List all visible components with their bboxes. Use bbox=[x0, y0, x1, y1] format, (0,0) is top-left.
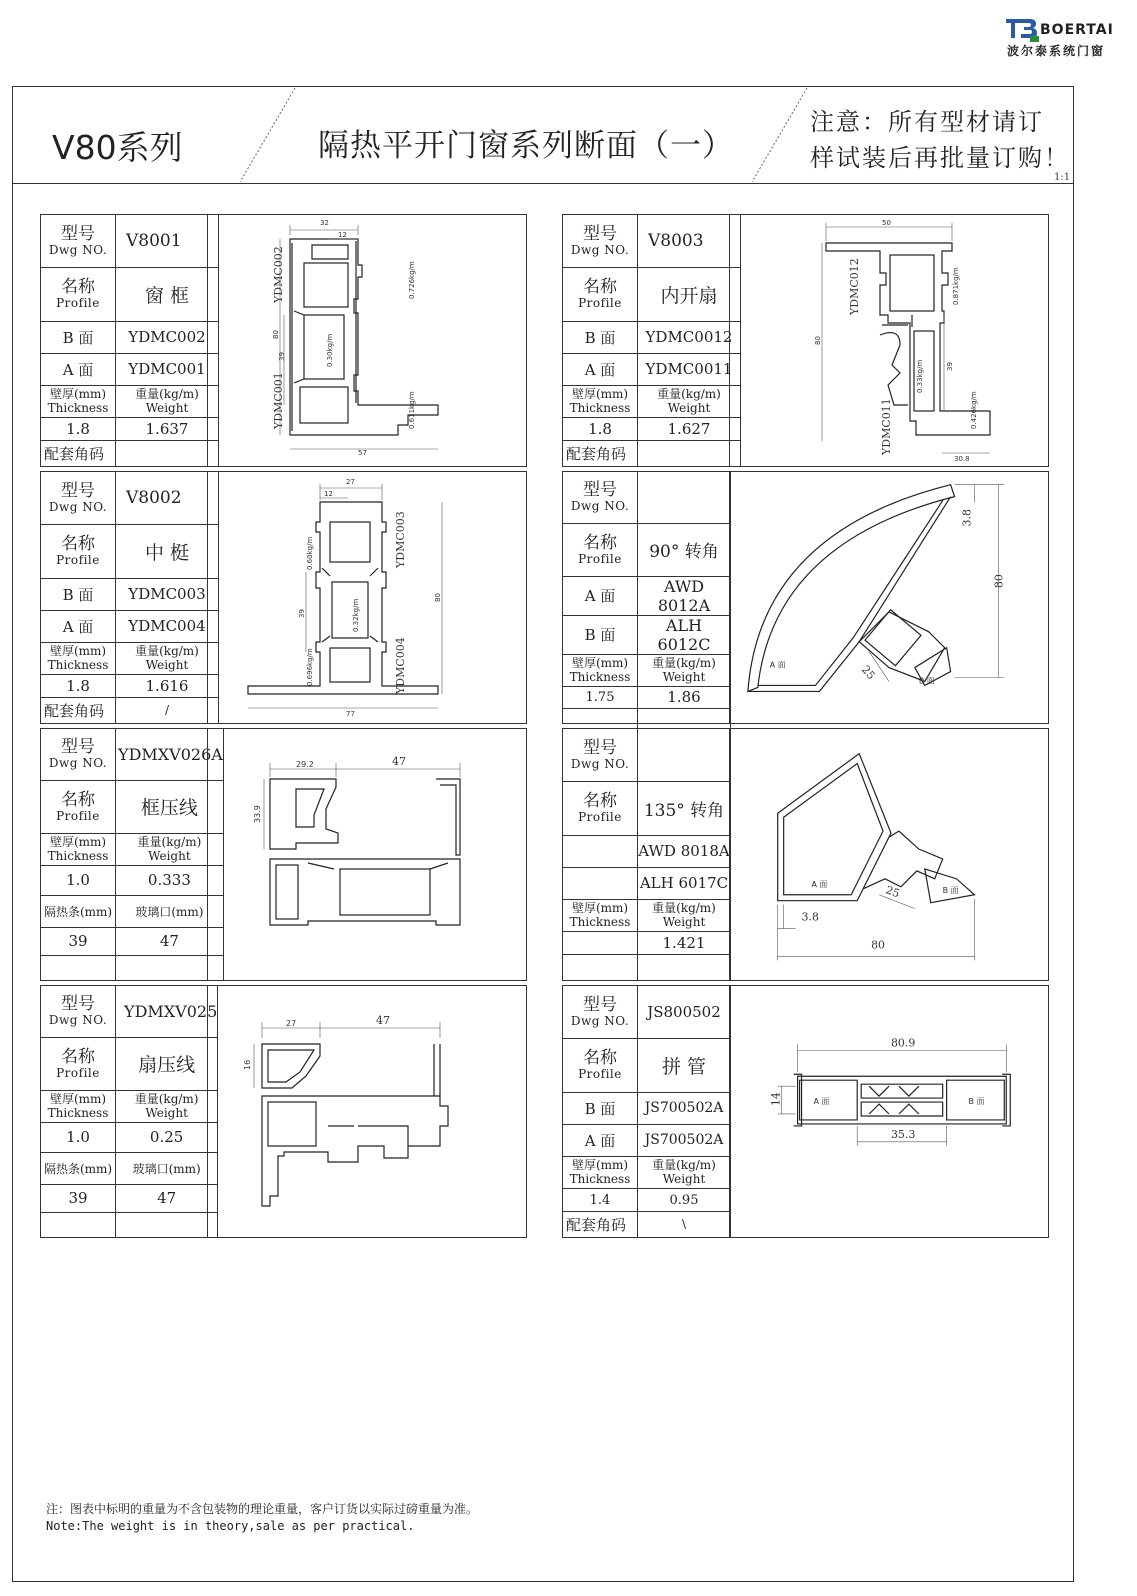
thickness-label-en: Thickness bbox=[569, 915, 631, 930]
profile-value: 框压线 bbox=[116, 780, 224, 833]
weight-label: 重量(kg/m) bbox=[134, 1092, 199, 1106]
a-face-label: A 面 bbox=[563, 576, 638, 615]
weight-label: 重量(kg/m) bbox=[652, 656, 716, 670]
spec-table bbox=[41, 729, 224, 980]
brand-logo-icon bbox=[1004, 16, 1040, 44]
cross-section-diagram bbox=[208, 729, 528, 980]
weight-label-en: Weight bbox=[145, 401, 189, 416]
weight-tag-middle: 0.32kg/m bbox=[352, 598, 360, 632]
header-divider bbox=[12, 183, 1074, 184]
profile-label-en: Profile bbox=[578, 296, 622, 311]
spec-table bbox=[563, 472, 731, 733]
dwg-label-en: Dwg NO. bbox=[48, 242, 108, 257]
code-tag-upper: YDMC003 bbox=[394, 511, 407, 568]
weight-label: 重量(kg/m) bbox=[652, 1158, 716, 1173]
dim-height-39: 39 bbox=[298, 609, 306, 618]
code-tag-upper: YDMC012 bbox=[848, 258, 861, 315]
b-face-label: B 面 bbox=[41, 579, 116, 611]
thickness-label-en: Thickness bbox=[569, 401, 631, 416]
dim-width-27: 27 bbox=[286, 1019, 297, 1028]
dwg-label-en: Dwg NO. bbox=[48, 499, 108, 514]
corner-value: / bbox=[116, 697, 219, 723]
dwg-label: 型号 bbox=[61, 223, 95, 244]
weight-label: 重量(kg/m) bbox=[135, 387, 199, 402]
weight-tag-lower: 0.426kg/m bbox=[970, 391, 978, 429]
order-notice-line1: 注意：所有型材请订 bbox=[810, 108, 1044, 136]
spec-table bbox=[41, 472, 219, 723]
code-value-b: ALH 6017C bbox=[638, 867, 731, 899]
strip-label: 隔热条(mm) bbox=[41, 1152, 116, 1184]
dim-width-77: 77 bbox=[346, 710, 355, 718]
weight-label-en: Weight bbox=[145, 1106, 188, 1120]
profile-label: 名称 bbox=[61, 277, 95, 298]
profile-label: 名称 bbox=[61, 534, 95, 555]
code-tag-lower: YDMC001 bbox=[272, 372, 285, 429]
profile-drawing-ydmxv026a bbox=[207, 729, 528, 980]
cross-section-diagram bbox=[730, 472, 1048, 723]
weight-value: 1.637 bbox=[116, 418, 219, 441]
profile-card-v8002 bbox=[40, 471, 527, 724]
thickness-value: 1.8 bbox=[41, 675, 116, 698]
dwg-label: 型号 bbox=[61, 480, 95, 501]
dim-width-57: 57 bbox=[358, 449, 367, 457]
dwg-label: 型号 bbox=[583, 737, 617, 758]
profile-label-en: Profile bbox=[56, 808, 100, 823]
weight-tag-upper: 0.60kg/m bbox=[306, 536, 314, 570]
brand-name-en: BOERTAI bbox=[1040, 22, 1114, 38]
profile-label: 名称 bbox=[61, 789, 95, 810]
weight-tag-middle: 0.33kg/m bbox=[916, 359, 924, 393]
weight-label: 重量(kg/m) bbox=[657, 387, 721, 402]
face-a-tag: A 面 bbox=[813, 1097, 830, 1107]
dim-width-50: 50 bbox=[882, 219, 891, 227]
weight-value: 1.421 bbox=[638, 932, 731, 955]
dim-width-12: 12 bbox=[324, 490, 333, 498]
corner-label: 配套角码 bbox=[41, 697, 116, 723]
dwg-label: 型号 bbox=[61, 737, 95, 758]
dim-width-29: 29.2 bbox=[296, 760, 314, 769]
dim-height-39: 39 bbox=[946, 362, 954, 371]
profile-card-v8003 bbox=[562, 214, 1049, 467]
thickness-label-en: Thickness bbox=[569, 1172, 631, 1187]
dim-80: 80 bbox=[992, 574, 1006, 589]
dim-25: 25 bbox=[883, 883, 902, 901]
spec-table bbox=[41, 215, 219, 466]
thickness-value: 1.75 bbox=[563, 686, 638, 708]
dim-width-12: 12 bbox=[338, 231, 347, 239]
cross-section-diagram bbox=[730, 986, 1048, 1237]
spec-table bbox=[41, 986, 218, 1237]
a-face-value: YDMC001 bbox=[116, 353, 219, 385]
dwg-label-en: Dwg NO. bbox=[570, 756, 630, 771]
b-face-label: B 面 bbox=[563, 615, 638, 654]
dim-height-14: 14 bbox=[769, 1092, 783, 1107]
profile-value: 135° 转角 bbox=[638, 781, 731, 835]
profile-label-en: Profile bbox=[578, 551, 622, 566]
dim-80: 80 bbox=[871, 938, 886, 952]
dim-width-80: 80.9 bbox=[890, 1036, 916, 1050]
weight-label-en: Weight bbox=[662, 915, 706, 930]
profile-label-en: Profile bbox=[56, 1065, 100, 1080]
thickness-value: 1.0 bbox=[41, 865, 116, 895]
drawing-scale: 1:1 bbox=[1054, 172, 1071, 183]
face-b-tag: B 面 bbox=[918, 676, 935, 686]
dwg-label-en: Dwg NO. bbox=[570, 242, 630, 257]
header-diagonal-left bbox=[240, 88, 300, 184]
weight-label: 重量(kg/m) bbox=[137, 835, 202, 849]
cross-section-diagram bbox=[208, 215, 528, 466]
thickness-label: 壁厚(mm) bbox=[571, 656, 629, 670]
profile-label: 名称 bbox=[583, 1048, 617, 1069]
dim-height-80: 80 bbox=[272, 330, 280, 339]
a-face-value: YDMC004 bbox=[116, 610, 219, 642]
profile-drawing-corner-135 bbox=[729, 729, 1048, 980]
weight-value: 1.86 bbox=[638, 686, 731, 708]
weight-label-en: Weight bbox=[145, 658, 189, 673]
dwg-label-en: Dwg NO. bbox=[570, 1013, 630, 1028]
weight-value: 1.627 bbox=[638, 418, 741, 441]
thickness-value: 1.4 bbox=[563, 1189, 638, 1212]
dim-width-32: 32 bbox=[320, 219, 329, 227]
dwg-value: YDMXV025 bbox=[116, 986, 218, 1037]
profile-label-en: Profile bbox=[56, 296, 100, 311]
corner-value bbox=[116, 440, 219, 466]
corner-label: 配套角码 bbox=[563, 440, 638, 466]
dim-width-35: 35.3 bbox=[890, 1127, 916, 1141]
thickness-label: 壁厚(mm) bbox=[49, 644, 107, 659]
weight-value: 0.95 bbox=[638, 1189, 731, 1212]
profile-drawing-ydmxv025 bbox=[207, 986, 528, 1237]
weight-label-en: Weight bbox=[662, 1172, 706, 1187]
weight-tag-middle: 0.30kg/m bbox=[326, 333, 334, 367]
thickness-label-en: Thickness bbox=[47, 658, 109, 673]
dim-width-47: 47 bbox=[376, 1014, 390, 1027]
glass-label: 玻璃口(mm) bbox=[116, 1152, 218, 1184]
dwg-value: V8003 bbox=[638, 215, 741, 267]
a-face-value: AWD 8012A bbox=[638, 576, 731, 615]
thickness-label: 壁厚(mm) bbox=[49, 387, 107, 402]
spec-table bbox=[563, 215, 741, 466]
weight-label: 重量(kg/m) bbox=[652, 901, 716, 916]
b-face-value: YDMC002 bbox=[116, 322, 219, 354]
profile-value: 拼 管 bbox=[638, 1038, 731, 1092]
weight-value: 0.25 bbox=[116, 1122, 218, 1152]
weight-label: 重量(kg/m) bbox=[135, 644, 199, 659]
order-notice bbox=[810, 104, 1070, 176]
cross-section-diagram bbox=[208, 472, 528, 723]
weight-label-en: Weight bbox=[662, 670, 706, 684]
dim-width-27: 27 bbox=[346, 478, 355, 486]
weight-value: 0.333 bbox=[116, 865, 224, 895]
face-a-tag: A 面 bbox=[769, 660, 786, 670]
thickness-label: 壁厚(mm) bbox=[49, 835, 107, 849]
weight-tag-lower: 0.611kg/m bbox=[408, 391, 416, 429]
header-diagonal-right bbox=[752, 88, 812, 184]
series-title: V80系列 bbox=[52, 128, 183, 167]
weight-value: 1.616 bbox=[116, 675, 219, 698]
profile-value: 中 梃 bbox=[116, 524, 219, 578]
dim-3-8: 3.8 bbox=[801, 910, 819, 924]
dwg-label: 型号 bbox=[583, 480, 617, 501]
dwg-value bbox=[638, 729, 731, 781]
face-b-tag: B 面 bbox=[942, 885, 959, 895]
profile-card-ydmxv025 bbox=[40, 985, 527, 1238]
thickness-label: 壁厚(mm) bbox=[571, 387, 629, 402]
code-tag-lower: YDMC011 bbox=[880, 398, 893, 455]
cross-section-diagram bbox=[208, 986, 528, 1237]
code-value-a: AWD 8018A bbox=[638, 836, 731, 868]
profile-label-en: Profile bbox=[578, 1067, 622, 1082]
brand-name-cn: 波尔泰系统门窗 bbox=[1007, 44, 1106, 58]
dwg-value: V8002 bbox=[116, 472, 219, 524]
dim-height-80: 80 bbox=[434, 593, 442, 602]
strip-value: 39 bbox=[41, 927, 116, 955]
dwg-value: JS800502 bbox=[638, 986, 731, 1038]
a-face-label: A 面 bbox=[41, 353, 116, 385]
strip-value: 39 bbox=[41, 1184, 116, 1212]
b-face-value: ALH 6012C bbox=[638, 615, 731, 654]
profile-drawing-v8001 bbox=[207, 215, 528, 466]
profile-value: 内开扇 bbox=[638, 267, 741, 321]
dim-height-80: 80 bbox=[814, 336, 822, 345]
cross-section-diagram bbox=[730, 729, 1048, 980]
corner-value: \ bbox=[638, 1211, 731, 1237]
dim-width-47: 47 bbox=[392, 755, 406, 768]
thickness-value: 1.8 bbox=[41, 418, 116, 441]
glass-value: 47 bbox=[116, 927, 224, 955]
glass-value: 47 bbox=[116, 1184, 218, 1212]
weight-label-en: Weight bbox=[667, 401, 711, 416]
profile-drawing-corner-90 bbox=[729, 472, 1048, 723]
thickness-value bbox=[563, 932, 638, 955]
profile-label: 名称 bbox=[583, 277, 617, 298]
footer-note-en: Note:The weight is in theory,sale as per practical. bbox=[46, 1519, 415, 1533]
profile-card-corner-90 bbox=[562, 471, 1049, 724]
weight-tag-upper: 0.726kg/m bbox=[408, 261, 416, 299]
profile-drawing-v8003 bbox=[729, 215, 1050, 466]
thickness-label-en: Thickness bbox=[47, 401, 109, 416]
b-face-label: B 面 bbox=[563, 1093, 638, 1125]
a-face-label: A 面 bbox=[41, 610, 116, 642]
weight-label-en: Weight bbox=[148, 849, 191, 863]
profile-card-corner-135 bbox=[562, 728, 1049, 981]
glass-label: 玻璃口(mm) bbox=[116, 895, 224, 927]
thickness-label-en: Thickness bbox=[47, 849, 109, 863]
footer-note-cn: 注：图表中标明的重量为不含包装物的理论重量，客户订货以实际过磅重量为准。 bbox=[46, 1502, 479, 1516]
thickness-label-en: Thickness bbox=[47, 1106, 109, 1120]
strip-label: 隔热条(mm) bbox=[41, 895, 116, 927]
face-a-tag: A 面 bbox=[811, 879, 828, 889]
dwg-value bbox=[638, 472, 731, 523]
dwg-value: V8001 bbox=[116, 215, 219, 267]
dim-height-16: 16 bbox=[243, 1059, 252, 1070]
profile-drawing-js800502 bbox=[729, 986, 1048, 1237]
profile-label: 名称 bbox=[61, 1046, 95, 1067]
a-face-label: A 面 bbox=[563, 1124, 638, 1156]
profile-label: 名称 bbox=[583, 791, 617, 812]
b-face-label: B 面 bbox=[563, 322, 638, 354]
thickness-label: 壁厚(mm) bbox=[49, 1092, 107, 1106]
dim-width-30: 30.8 bbox=[954, 455, 970, 463]
profile-drawing-v8002 bbox=[207, 472, 528, 723]
dwg-label-en: Dwg NO. bbox=[570, 499, 630, 514]
a-face-value: YDMC0011 bbox=[638, 353, 741, 385]
corner-value bbox=[638, 440, 741, 466]
profile-label-en: Profile bbox=[56, 553, 100, 568]
profile-value: 扇压线 bbox=[116, 1037, 218, 1090]
a-face-label: A 面 bbox=[563, 353, 638, 385]
code-tag-upper: YDMC002 bbox=[272, 246, 285, 303]
dwg-label: 型号 bbox=[61, 994, 95, 1015]
dim-25: 25 bbox=[858, 663, 878, 683]
dwg-label: 型号 bbox=[583, 223, 617, 244]
cross-section-diagram bbox=[730, 215, 1050, 466]
b-face-value: JS700502A bbox=[638, 1093, 731, 1125]
corner-label: 配套角码 bbox=[563, 1211, 638, 1237]
order-notice-line2: 样试装后再批量订购！ bbox=[810, 144, 1070, 172]
profile-card-js800502 bbox=[562, 985, 1049, 1238]
dim-3-8: 3.8 bbox=[960, 509, 974, 527]
profile-value: 90° 转角 bbox=[638, 523, 731, 576]
profile-label-en: Profile bbox=[578, 810, 622, 825]
dwg-label: 型号 bbox=[583, 994, 617, 1015]
thickness-label: 壁厚(mm) bbox=[571, 1158, 629, 1173]
profile-label: 名称 bbox=[583, 532, 617, 553]
thickness-label: 壁厚(mm) bbox=[571, 901, 629, 916]
page-title: 隔热平开门窗系列断面（一） bbox=[318, 128, 734, 164]
dwg-label-en: Dwg NO. bbox=[48, 756, 108, 771]
corner-label: 配套角码 bbox=[41, 440, 116, 466]
profile-card-v8001 bbox=[40, 214, 527, 467]
code-tag-lower: YDMC004 bbox=[394, 637, 407, 694]
b-face-value: YDMC003 bbox=[116, 579, 219, 611]
b-face-label: B 面 bbox=[41, 322, 116, 354]
profile-card-ydmxv026a bbox=[40, 728, 527, 981]
face-b-tag: B 面 bbox=[968, 1097, 985, 1107]
dwg-value: YDMXV026A bbox=[116, 729, 224, 780]
spec-table bbox=[563, 986, 731, 1237]
thickness-value: 1.8 bbox=[563, 418, 638, 441]
thickness-value: 1.0 bbox=[41, 1122, 116, 1152]
weight-tag-upper: 0.871kg/m bbox=[952, 267, 960, 305]
b-face-value: YDMC0012 bbox=[638, 322, 741, 354]
spec-table bbox=[563, 729, 731, 980]
dwg-label-en: Dwg NO. bbox=[48, 1013, 108, 1028]
dim-height-39: 39 bbox=[278, 352, 286, 361]
thickness-label-en: Thickness bbox=[569, 670, 631, 684]
weight-tag-lower: 0.696kg/m bbox=[306, 648, 314, 686]
a-face-value: JS700502A bbox=[638, 1124, 731, 1156]
dim-height-33: 33.9 bbox=[253, 805, 262, 823]
profile-value: 窗 框 bbox=[116, 267, 219, 321]
